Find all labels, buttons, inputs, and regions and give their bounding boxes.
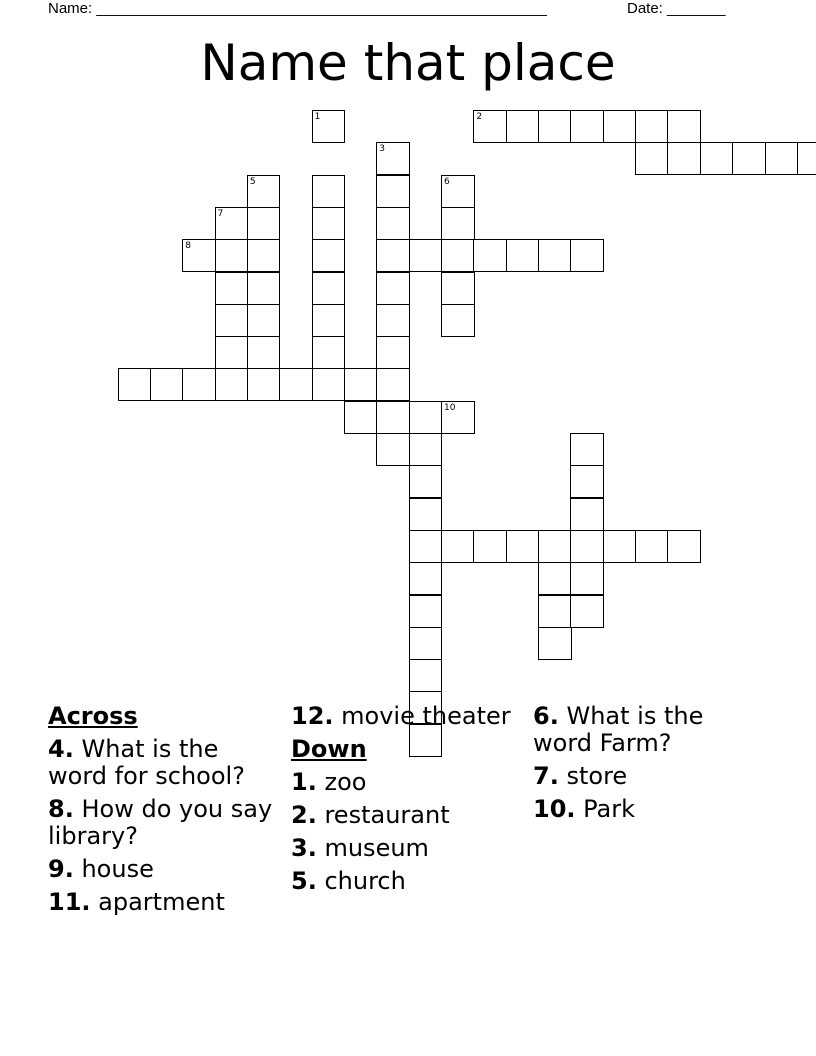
grid-cell[interactable] xyxy=(279,368,313,401)
name-field-line: Name: ______________________________________________________ xyxy=(48,0,547,17)
grid-cell[interactable] xyxy=(441,272,475,305)
grid-cell[interactable] xyxy=(473,239,507,272)
clue-number: 8. xyxy=(48,795,74,823)
grid-cell[interactable] xyxy=(506,239,540,272)
grid-cell[interactable] xyxy=(570,465,604,498)
grid-cell[interactable] xyxy=(570,530,604,563)
clue-column-1 xyxy=(48,703,283,922)
grid-cell[interactable] xyxy=(441,401,475,434)
grid-cell[interactable] xyxy=(506,530,540,563)
grid-cell[interactable] xyxy=(797,142,816,175)
clue-text: What is the word Farm? xyxy=(533,702,704,757)
grid-cell[interactable] xyxy=(473,530,507,563)
grid-cell[interactable] xyxy=(182,368,216,401)
grid-cell[interactable] xyxy=(570,239,604,272)
grid-cell[interactable] xyxy=(376,207,410,240)
grid-cell[interactable] xyxy=(215,304,249,337)
grid-cell[interactable] xyxy=(312,110,346,143)
clue-number: 5. xyxy=(291,867,317,895)
clue-number: 9. xyxy=(48,855,74,883)
grid-cell[interactable] xyxy=(441,175,475,208)
grid-cell[interactable] xyxy=(409,239,443,272)
clue-across-12 xyxy=(291,703,526,730)
grid-cell[interactable] xyxy=(215,207,249,240)
grid-cell[interactable] xyxy=(376,433,410,466)
grid-cell[interactable] xyxy=(538,627,572,660)
clue-text: Park xyxy=(583,795,636,823)
grid-cell[interactable] xyxy=(376,239,410,272)
clue-text: What is the word for school? xyxy=(48,735,245,790)
page-title: Name that place xyxy=(200,34,616,92)
cell-number: 5 xyxy=(249,176,256,187)
clue-number: 10. xyxy=(533,795,576,823)
grid-cell[interactable] xyxy=(732,142,766,175)
clue-down-3 xyxy=(291,835,526,862)
grid-cell[interactable] xyxy=(441,239,475,272)
clue-across-8 xyxy=(48,796,283,850)
clue-text: store xyxy=(566,762,628,790)
grid-cell[interactable] xyxy=(376,175,410,208)
clue-number: 6. xyxy=(533,702,559,730)
grid-cell[interactable] xyxy=(409,498,443,531)
grid-cell[interactable] xyxy=(603,110,637,143)
clue-text: museum xyxy=(324,834,429,862)
grid-cell[interactable] xyxy=(570,110,604,143)
grid-cell[interactable] xyxy=(247,304,281,337)
grid-cell[interactable] xyxy=(538,110,572,143)
clue-down-1 xyxy=(291,769,526,796)
grid-cell[interactable] xyxy=(506,110,540,143)
cell-number: 8 xyxy=(185,241,191,252)
clue-column-3 xyxy=(533,703,768,829)
grid-cell[interactable] xyxy=(603,530,637,563)
clue-across-4 xyxy=(48,736,283,790)
clue-text: house xyxy=(81,855,154,883)
cell-number: 7 xyxy=(217,208,224,219)
clue-text: How do you say library? xyxy=(48,795,273,850)
grid-cell[interactable] xyxy=(376,336,410,369)
clue-number: 4. xyxy=(48,735,74,763)
grid-cell[interactable] xyxy=(150,368,184,401)
cell-number: 3 xyxy=(379,144,386,155)
grid-cell[interactable] xyxy=(538,239,572,272)
clue-column-2 xyxy=(291,703,526,901)
grid-cell[interactable] xyxy=(700,142,734,175)
clue-text: zoo xyxy=(324,768,367,796)
grid-cell[interactable] xyxy=(312,336,346,369)
grid-cell[interactable] xyxy=(409,627,443,660)
clue-text: restaurant xyxy=(324,801,450,829)
grid-cell[interactable] xyxy=(247,175,281,208)
grid-cell[interactable] xyxy=(344,401,378,434)
grid-cell[interactable] xyxy=(215,368,249,401)
grid-cell[interactable] xyxy=(765,142,799,175)
clue-number: 2. xyxy=(291,801,317,829)
cell-number: 1 xyxy=(314,112,321,122)
grid-cell[interactable] xyxy=(409,562,443,595)
clue-number: 12. xyxy=(291,702,334,730)
grid-cell[interactable] xyxy=(376,368,410,401)
grid-cell[interactable] xyxy=(215,336,249,369)
grid-cell[interactable] xyxy=(441,530,475,563)
grid-cell[interactable] xyxy=(635,530,669,563)
grid-cell[interactable] xyxy=(667,142,701,175)
grid-cell[interactable] xyxy=(409,659,443,692)
grid-cell[interactable] xyxy=(538,562,572,595)
clue-number: 7. xyxy=(533,762,559,790)
grid-cell[interactable] xyxy=(344,368,378,401)
grid-cell[interactable] xyxy=(312,368,346,401)
date-field-line: Date: _______ xyxy=(627,0,726,17)
cell-number: 2 xyxy=(476,112,483,122)
grid-cell[interactable] xyxy=(635,110,669,143)
grid-cell[interactable] xyxy=(247,272,281,305)
grid-cell[interactable] xyxy=(570,498,604,531)
grid-cell[interactable] xyxy=(312,272,346,305)
clue-down-5 xyxy=(291,868,526,895)
grid-cell[interactable] xyxy=(635,142,669,175)
grid-cell[interactable] xyxy=(247,239,281,272)
clue-number: 1. xyxy=(291,768,317,796)
grid-cell[interactable] xyxy=(409,530,443,563)
grid-cell[interactable] xyxy=(182,239,216,272)
grid-cell[interactable] xyxy=(312,304,346,337)
grid-cell[interactable] xyxy=(409,465,443,498)
clue-down-6 xyxy=(533,703,768,757)
grid-cell[interactable] xyxy=(215,272,249,305)
grid-cell[interactable] xyxy=(570,595,604,628)
grid-cell[interactable] xyxy=(538,530,572,563)
grid-cell[interactable] xyxy=(409,433,443,466)
grid-cell[interactable] xyxy=(312,175,346,208)
clue-text: movie theater xyxy=(341,702,511,730)
grid-cell[interactable] xyxy=(376,304,410,337)
clue-down-2 xyxy=(291,802,526,829)
clue-down-7 xyxy=(533,763,768,790)
cell-number: 10 xyxy=(444,402,456,413)
grid-cell[interactable] xyxy=(376,272,410,305)
grid-cell[interactable] xyxy=(409,595,443,628)
grid-cell[interactable] xyxy=(247,336,281,369)
grid-cell[interactable] xyxy=(473,110,507,143)
grid-cell[interactable] xyxy=(667,110,701,143)
cell-number: 6 xyxy=(444,176,450,187)
grid-cell[interactable] xyxy=(312,207,346,240)
grid-cell[interactable] xyxy=(441,304,475,337)
down-heading: Down xyxy=(291,735,367,763)
grid-cell[interactable] xyxy=(376,401,410,434)
across-heading: Across xyxy=(48,702,138,730)
grid-cell[interactable] xyxy=(312,239,346,272)
clue-text: apartment xyxy=(98,888,225,916)
grid-cell[interactable] xyxy=(247,207,281,240)
grid-cell[interactable] xyxy=(538,595,572,628)
grid-cell[interactable] xyxy=(376,142,410,175)
grid-cell[interactable] xyxy=(441,207,475,240)
grid-cell[interactable] xyxy=(409,401,443,434)
grid-cell[interactable] xyxy=(247,368,281,401)
clue-down-10 xyxy=(533,796,768,823)
clue-text: church xyxy=(324,867,406,895)
grid-cell[interactable] xyxy=(570,433,604,466)
grid-cell[interactable] xyxy=(667,530,701,563)
clue-across-9 xyxy=(48,856,283,883)
grid-cell[interactable] xyxy=(215,239,249,272)
grid-cell[interactable] xyxy=(570,562,604,595)
clue-number: 11. xyxy=(48,888,91,916)
clue-across-11 xyxy=(48,889,283,916)
clue-number: 3. xyxy=(291,834,317,862)
grid-cell[interactable] xyxy=(118,368,152,401)
